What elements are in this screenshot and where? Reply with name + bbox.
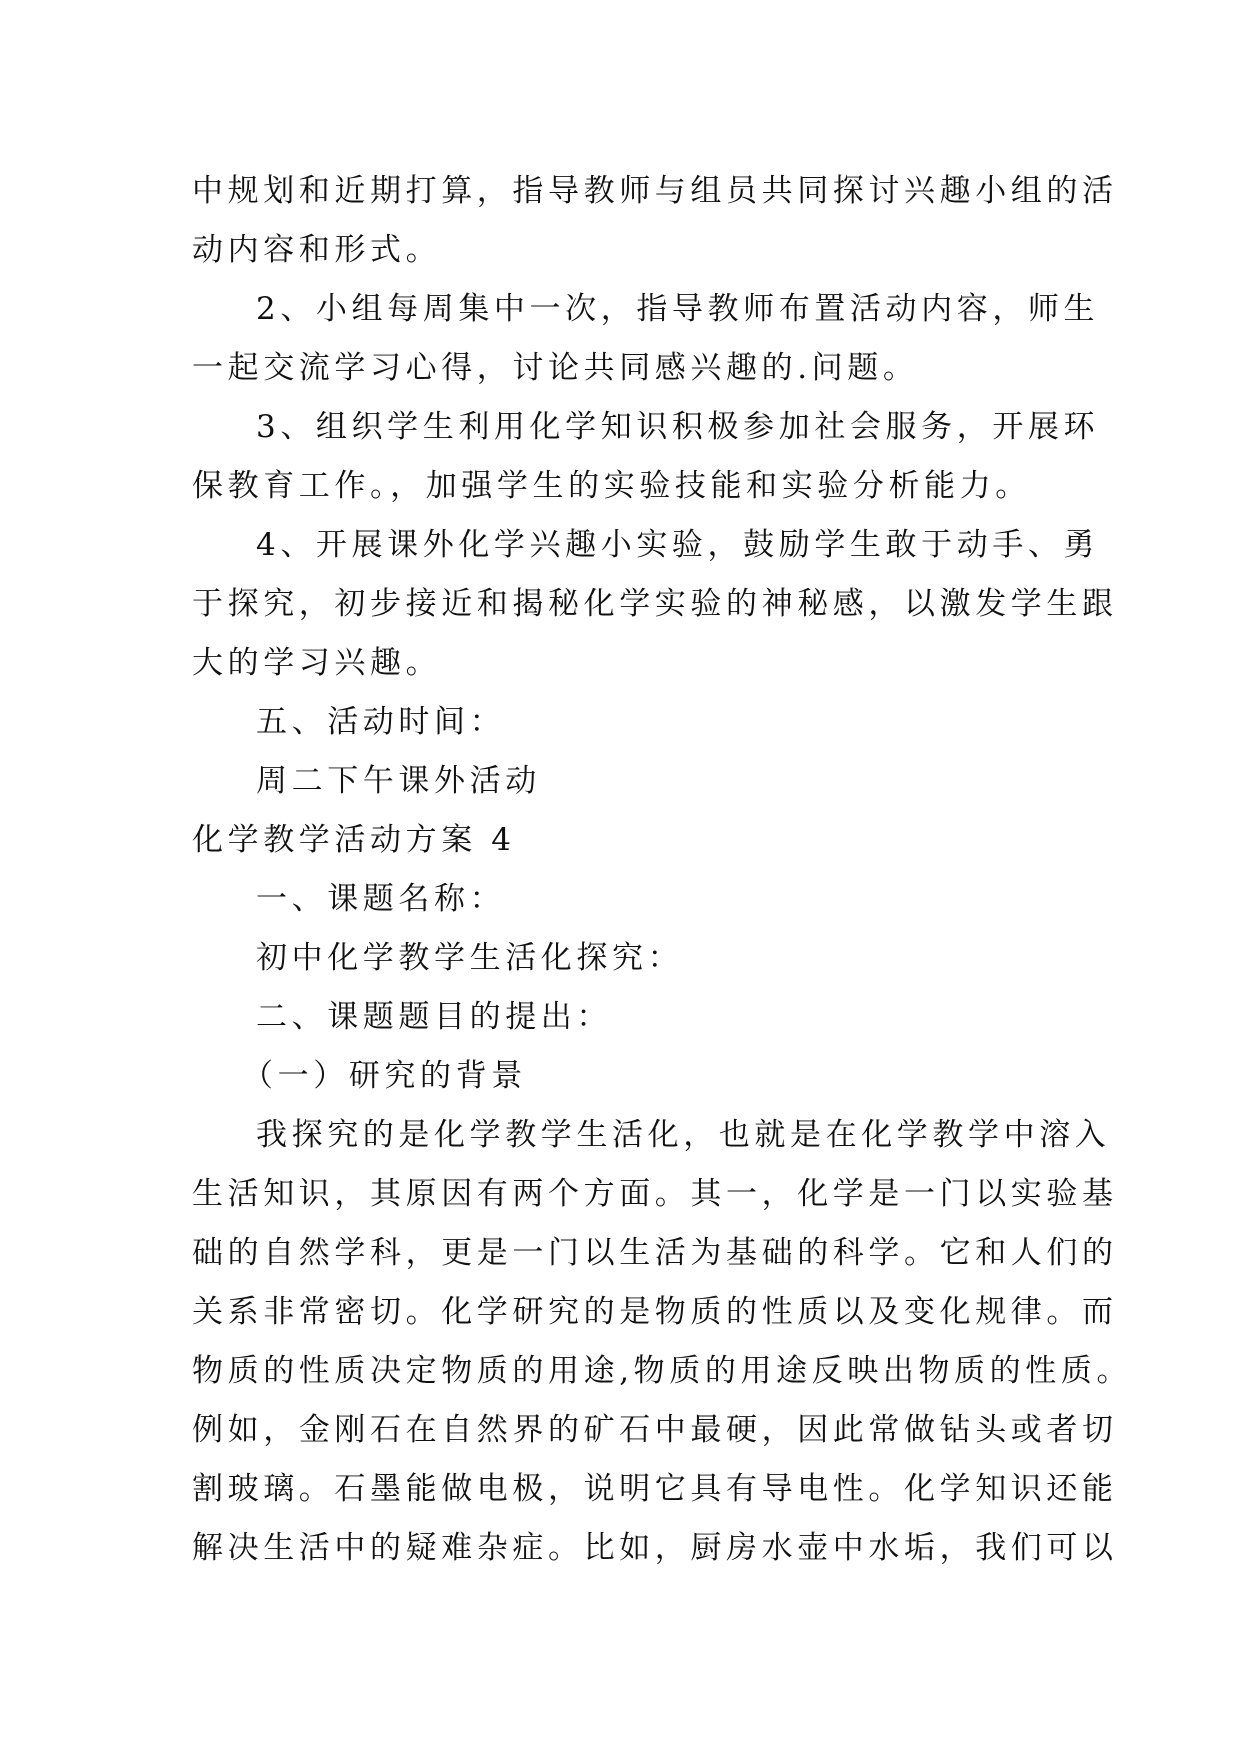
text-line: 于探究，初步接近和揭秘化学实验的神秘感，以激发学生跟	[192, 586, 1118, 622]
subsection-heading: （一）研究的背景	[242, 1058, 527, 1094]
text-line: 初中化学教学生活化探究：	[256, 940, 684, 976]
text-line: 关系非常密切。化学研究的是物质的性质以及变化规律。而	[192, 1294, 1118, 1330]
document-title: 化学教学活动方案 4	[192, 822, 516, 858]
section-heading: 五、活动时间：	[256, 704, 506, 740]
paragraph-start: 我探究的是化学教学生活化，也就是在化学教学中溶入	[256, 1117, 1111, 1153]
section-heading: 二、课题题目的提出：	[256, 999, 612, 1035]
list-item-3: 3、组织学生利用化学知识积极参加社会服务，开展环	[256, 409, 1100, 445]
text-line: 一起交流学习心得，讨论共同感兴趣的.问题。	[192, 350, 919, 386]
list-item-4: 4、开展课外化学兴趣小实验，鼓励学生敢于动手、勇	[256, 527, 1100, 563]
list-item-2: 2、小组每周集中一次，指导教师布置活动内容，师生	[256, 291, 1100, 327]
document-body	[192, 162, 1133, 1578]
section-heading: 一、课题名称：	[256, 881, 506, 917]
text-line: 周二下午课外活动	[256, 763, 541, 799]
text-line: 中规划和近期打算，指导教师与组员共同探讨兴趣小组的活	[192, 173, 1118, 209]
text-line: 动内容和形式。	[192, 232, 442, 268]
text-line: 大的学习兴趣。	[192, 645, 442, 681]
text-line: 割玻璃。石墨能做电极，说明它具有导电性。化学知识还能	[192, 1471, 1118, 1507]
text-line: 例如，金刚石在自然界的矿石中最硬，因此常做钻头或者切	[192, 1412, 1118, 1448]
text-line: 生活知识，其原因有两个方面。其一，化学是一门以实验基	[192, 1176, 1118, 1212]
text-line: 解决生活中的疑难杂症。比如，厨房水壶中水垢，我们可以	[192, 1530, 1118, 1566]
text-line: 保教育工作。，加强学生的实验技能和实验分析能力。	[192, 468, 1031, 504]
text-line: 物质的性质决定物质的用途,物质的用途反映出物质的性质。	[192, 1353, 1133, 1389]
text-line: 础的自然学科，更是一门以生活为基础的科学。它和人们的	[192, 1235, 1118, 1271]
